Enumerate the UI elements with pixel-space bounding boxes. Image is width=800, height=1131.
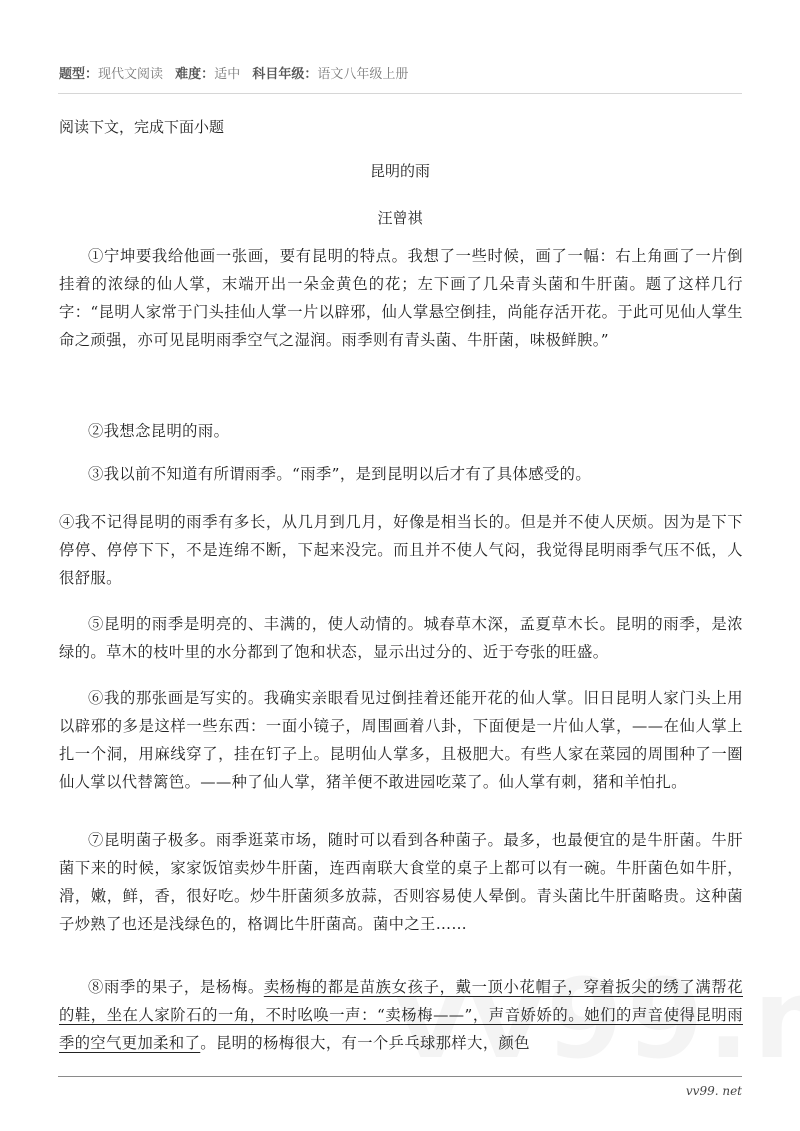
- paragraph-2: ②我想念昆明的雨。: [88, 422, 230, 440]
- header-divider: [58, 93, 742, 94]
- paragraph-5: ⑤昆明的雨季是明亮的、丰满的，使人动情的。城春草木深，孟夏草木长。昆明的雨季，是浓绿的。草木的枝叶里的水分都到了饱和状态，显示出过分的、近于夸张的旺盛。: [59, 615, 743, 661]
- type-value: 现代文阅读: [98, 67, 164, 82]
- paragraph-6: ⑥我的那张画是写实的。我确实亲眼看见过倒挂着还能开花的仙人掌。旧日昆明人家门头上用以辟邪的多是这样一些东西：一面小镜子，周围画着八卦，下面便是一片仙人掌，——在仙人掌上扎一个洞，用麻线穿了，挂在钉子上。昆明仙人掌多，且极肥大。有些人家在菜园的周围种了一圈仙人掌以代替篱笆。——种了仙人掌，猪羊便不敢进园吃菜了。仙人掌有刺，猪和羊怕扎。: [59, 689, 743, 791]
- paragraph-1: ①宁坤要我给他画一张画，要有昆明的特点。我想了一些时候，画了一幅：右上角画了一片倒挂着的浓绿的仙人掌，末端开出一朵金黄色的花；左下画了几朵青头菌和牛肝菌。题了这样几行字：“昆明人家常于门头挂仙人掌一片以辟邪，仙人掌悬空倒挂，尚能存活开花。于此可见仙人掌生命之顽强，亦可见昆明雨季空气之湿润。雨季则有青头菌、牛肝菌，味极鲜腴。”: [59, 247, 743, 349]
- paragraph-8: [59, 973, 743, 1057]
- footer-divider: [58, 1076, 742, 1077]
- underlined-passage: 卖杨梅的都是苗族女孩子，戴一顶小花帽子，穿着扳尖的绣了满帮花的鞋，坐在人家阶石的一角，不时吆唤一声：“卖杨梅——”，声音娇娇的。她们的声音使得昆明雨季的空气更加柔和了: [59, 978, 743, 1052]
- paragraph-8-start: ⑧雨季的果子，是杨梅。: [88, 978, 264, 996]
- paragraph-3: ③我以前不知道有所谓雨季。“雨季”，是到昆明以后才有了具体感受的。: [88, 465, 592, 483]
- article-author: 汪曾祺: [377, 209, 423, 227]
- paragraph-4: ④我不记得昆明的雨季有多长，从几月到几月，好像是相当长的。但是并不使人厌烦。因为是下下停停、停停下下，不是连绵不断，下起来没完。而且并不使人气闷，我觉得昆明雨季气压不低，人很舒服。: [59, 513, 743, 587]
- question-meta: [59, 63, 416, 82]
- subject-label: 科目年级：: [252, 67, 318, 82]
- instructions: 阅读下文，完成下面小题: [59, 118, 225, 136]
- paragraph-8-end: 。昆明的杨梅很大，有一个乒乓球那样大，颜色: [200, 1034, 530, 1052]
- footer-site: vv99. net: [685, 1084, 742, 1098]
- type-label: 题型：: [59, 67, 99, 82]
- paragraph-7: ⑦昆明菌子极多。雨季逛菜市场，随时可以看到各种菌子。最多，也最便宜的是牛肝菌。牛肝菌下来的时候，家家饭馆卖炒牛肝菌，连西南联大食堂的桌子上都可以有一碗。牛肝菌色如牛肝，滑，嫩，鲜，香，很好吃。炒牛肝菌须多放蒜，否则容易使人晕倒。青头菌比牛肝菌略贵。这种菌子炒熟了也还是浅绿色的，格调比牛肝菌高。菌中之王……: [59, 831, 743, 933]
- difficulty-label: 难度：: [175, 67, 215, 82]
- difficulty-value: 适中: [214, 67, 241, 82]
- subject-value: 语文八年级上册: [317, 67, 409, 82]
- article-title: 昆明的雨: [369, 162, 430, 180]
